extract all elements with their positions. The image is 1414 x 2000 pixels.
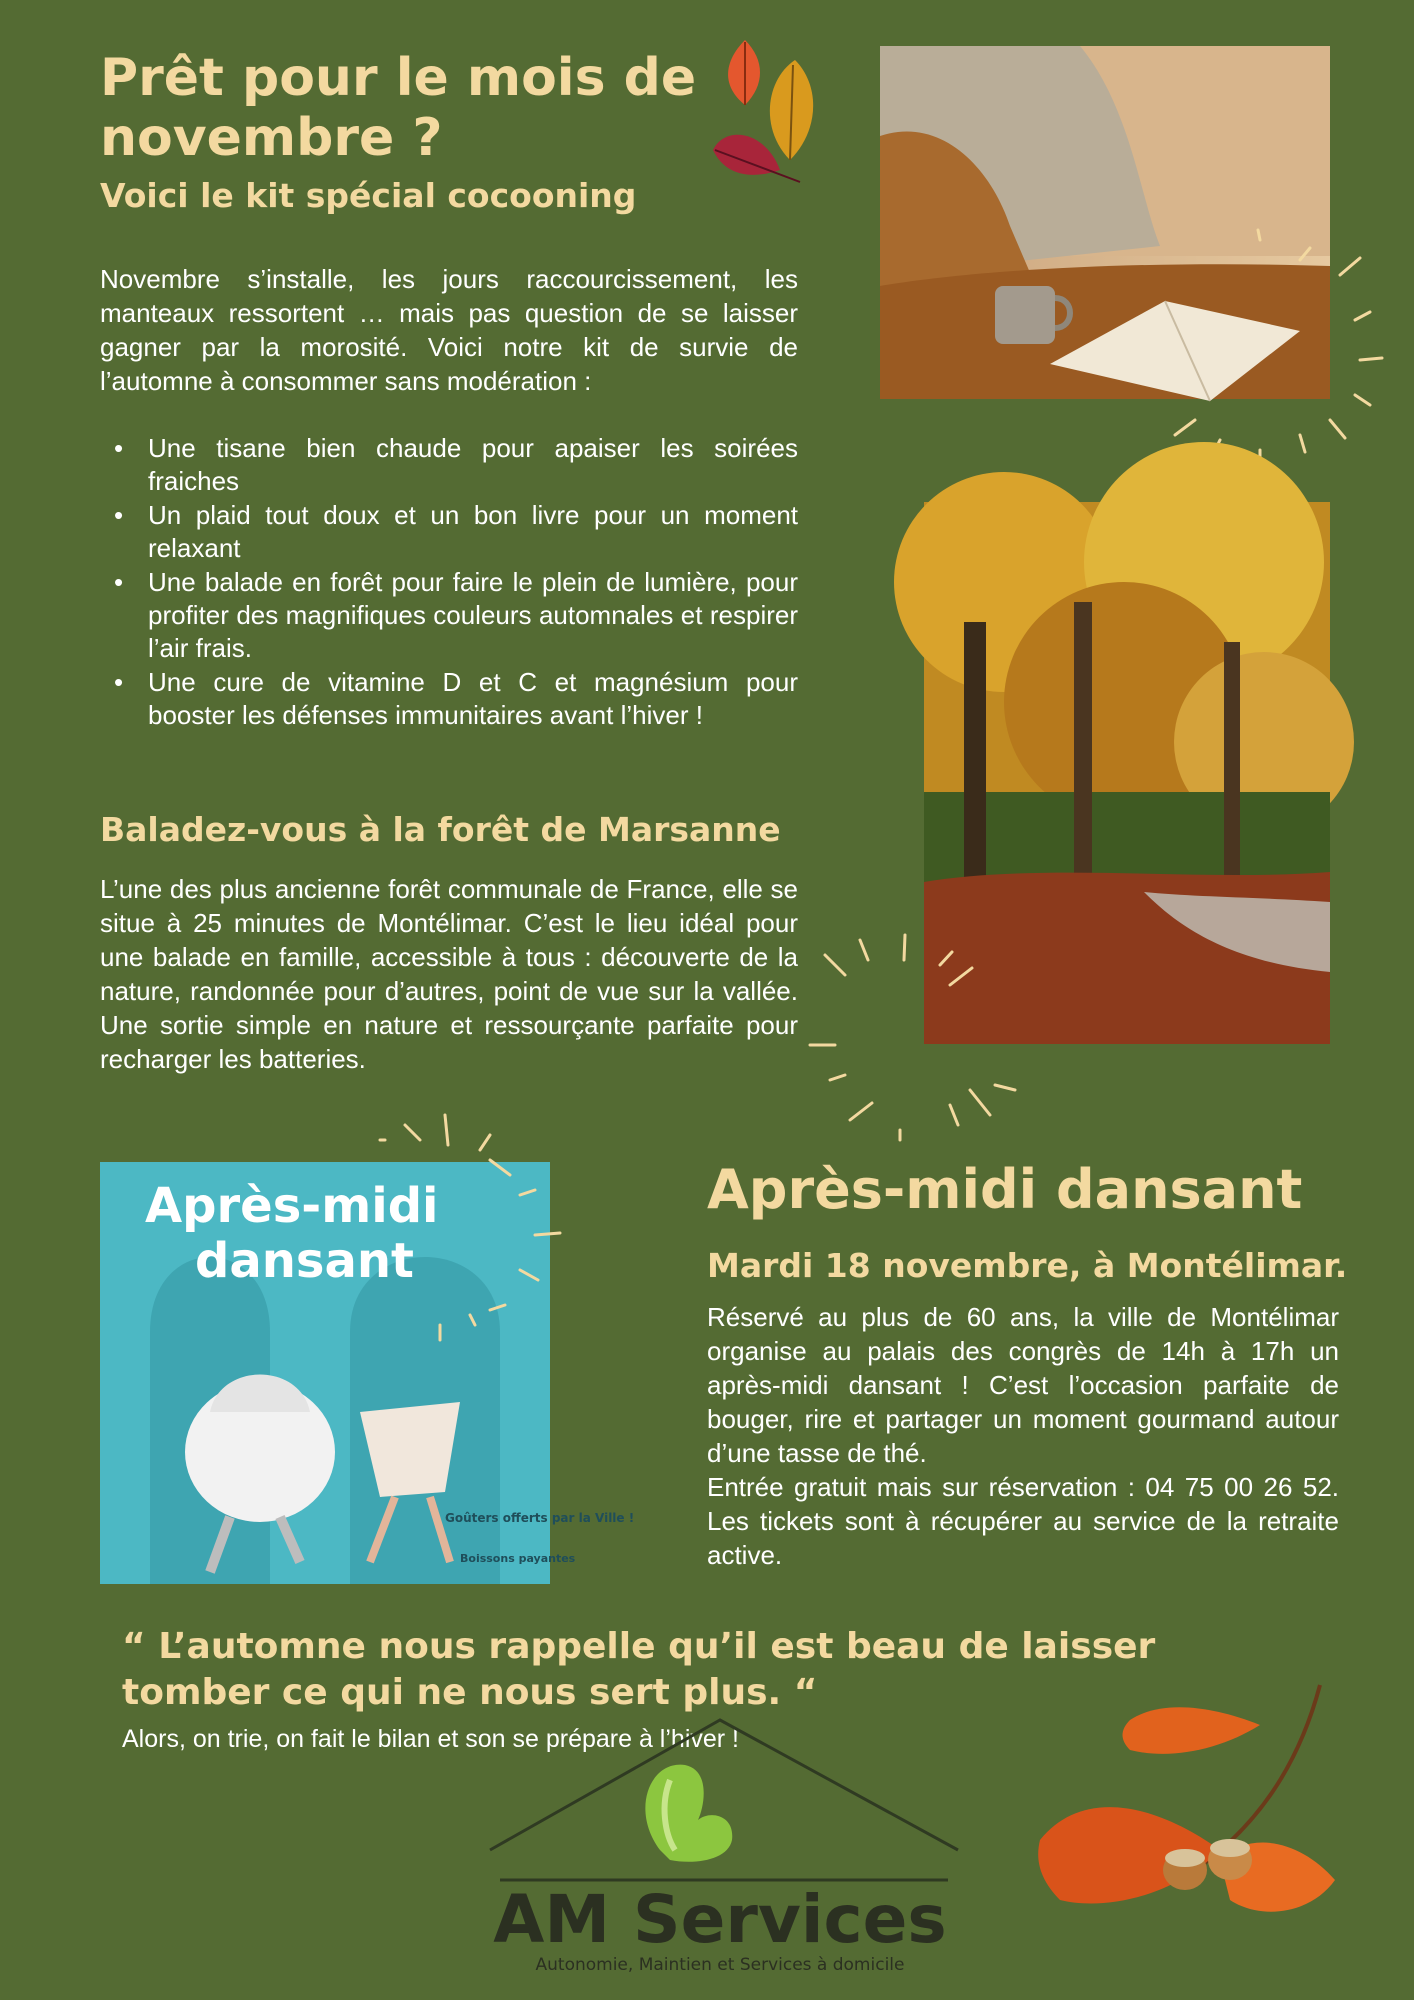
list-item: • Une tisane bien chaude pour apaiser les soirées fraiches xyxy=(100,432,798,498)
list-item: • Un plaid tout doux et un bon livre pour un moment relaxant xyxy=(100,499,798,565)
logo-tagline: Autonomie, Maintien et Services à domicile xyxy=(535,1955,905,1975)
dance-text-paragraph: Réservé au plus de 60 ans, la ville de Montélimar organise au palais des congrès de 14h à 17h un après-midi dansant ! C’est l’occasion parfaite de bouger, rire et partager un moment gourmand autour d’une tasse de thé. xyxy=(707,1302,1339,1468)
list-item: • Une balade en forêt pour faire le plein de lumière, pour profiter des magnifiques couleurs automnales et respirer l’air frais. xyxy=(100,566,798,665)
poster-title-line1: Après-midi xyxy=(145,1178,439,1234)
dance-section-date: Mardi 18 novembre, à Montélimar. xyxy=(707,1246,1348,1285)
page-subtitle: Voici le kit spécial cocooning xyxy=(100,176,637,215)
forest-section-text: L’une des plus ancienne forêt communale de France, elle se situe à 25 minutes de Montélimar. C’est le lieu idéal pour une balade en famille, accessible à tous : découverte de la nature, randonnée pour d’autres, point de vue sur la vallée. Une sortie simple en nature et ressourçante parfaite pour recharger les batteries. xyxy=(100,874,798,1074)
dance-section-title: Après-midi dansant xyxy=(707,1158,1303,1221)
dance-text-paragraph: Entrée gratuit mais sur réservation : 04 75 00 26 52. Les tickets sont à récupérer au service de la retraite active. xyxy=(707,1472,1339,1570)
poster-note2: Boissons payantes xyxy=(460,1552,576,1565)
dance-section-text xyxy=(707,1300,1339,1572)
sun-ray-doodle-icon xyxy=(800,930,1090,1140)
poster-title-line2: dansant xyxy=(195,1233,414,1289)
oak-leaves-icon xyxy=(1020,1680,1350,1970)
quote-subtext: Alors, on trie, on fait le bilan et son se prépare à l’hiver ! xyxy=(122,1725,739,1753)
sun-ray-doodle-icon xyxy=(380,1110,670,1350)
autumn-leaves-icon xyxy=(705,30,830,190)
forest-section-title: Baladez-vous à la forêt de Marsanne xyxy=(100,810,781,849)
quote-text: “ L’automne nous rappelle qu’il est beau de laisser tomber ce qui ne nous sert plus. “ xyxy=(122,1626,1156,1713)
page-title: Prêt pour le mois de novembre ? xyxy=(100,48,697,168)
kit-list xyxy=(100,432,798,733)
am-services-logo xyxy=(470,1720,970,1976)
intro-text: Novembre s’installe, les jours raccourcissement, les manteaux ressortent … mais pas question de se laisser gagner par la morosité. Voici notre kit de survie de l’automne à consommer sans modération : xyxy=(100,264,798,396)
poster-note: Goûters offerts par la Ville ! xyxy=(445,1511,635,1525)
logo-name: AM Services xyxy=(493,1881,947,1958)
list-item: • Une cure de vitamine D et C et magnésium pour booster les défenses immunitaires avant l’hiver ! xyxy=(100,666,798,732)
